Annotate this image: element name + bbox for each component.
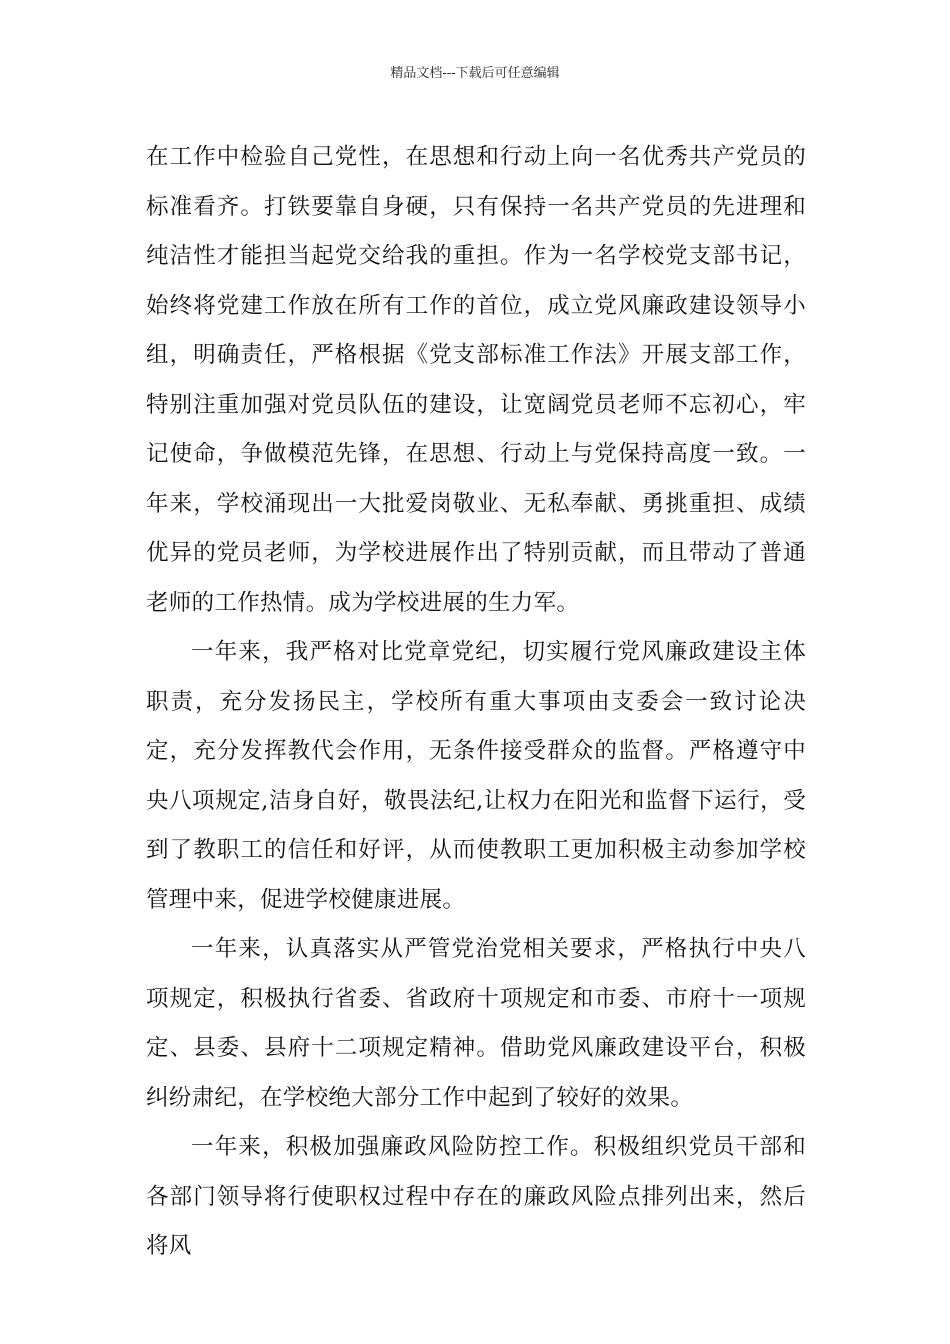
document-body (146, 133, 806, 1272)
paragraph-1: 在工作中检验自己党性，在思想和行动上向一名优秀共产党员的标准看齐。打铁要靠自身硬，只有保持一名共产党员的先进理和纯洁性才能担当起党交给我的重担。作为一名学校党支部书记，始终将党建工作放在所有工作的首位，成立党风廉政建设领导小组，明确责任，严格根据《党支部标准工作法》开展支部工作，特别注重加强对党员队伍的建设，让宽阔党员老师不忘初心，牢记使命，争做模范先锋，在思想、行动上与党保持高度一致。一年来，学校涌现出一大批爱岗敬业、无私奉献、勇挑重担、成绩优异的党员老师，为学校进展作出了特别贡献，而且带动了普通老师的工作热情。成为学校进展的生力军。 (146, 144, 806, 616)
page-header: 精品文档---下载后可任意编辑 (390, 66, 560, 81)
paragraph-3: 一年来，认真落实从严管党治党相关要求，严格执行中央八项规定，积极执行省委、省政府十项规定和市委、市府十一项规定、县委、县府十二项规定精神。借助党风廉政建设平台，积极纠纷肃纪，在学校绝大部分工作中起到了较好的效果。 (146, 936, 806, 1111)
paragraph-2: 一年来，我严格对比党章党纪，切实履行党风廉政建设主体职责，充分发扬民主，学校所有重大事项由支委会一致讨论决定，充分发挥教代会作用，无条件接受群众的监督。严格遵守中央八项规定,洁身自好，敬畏法纪,让权力在阳光和监督下运行，受到了教职工的信任和好评，从而使教职工更加积极主动参加学校管理中来，促进学校健康进展。 (146, 639, 806, 913)
paragraph-4: 一年来，积极加强廉政风险防控工作。积极组织党员干部和各部门领导将行使职权过程中存在的廉政风险点排列出来，然后将风 (146, 1134, 806, 1259)
